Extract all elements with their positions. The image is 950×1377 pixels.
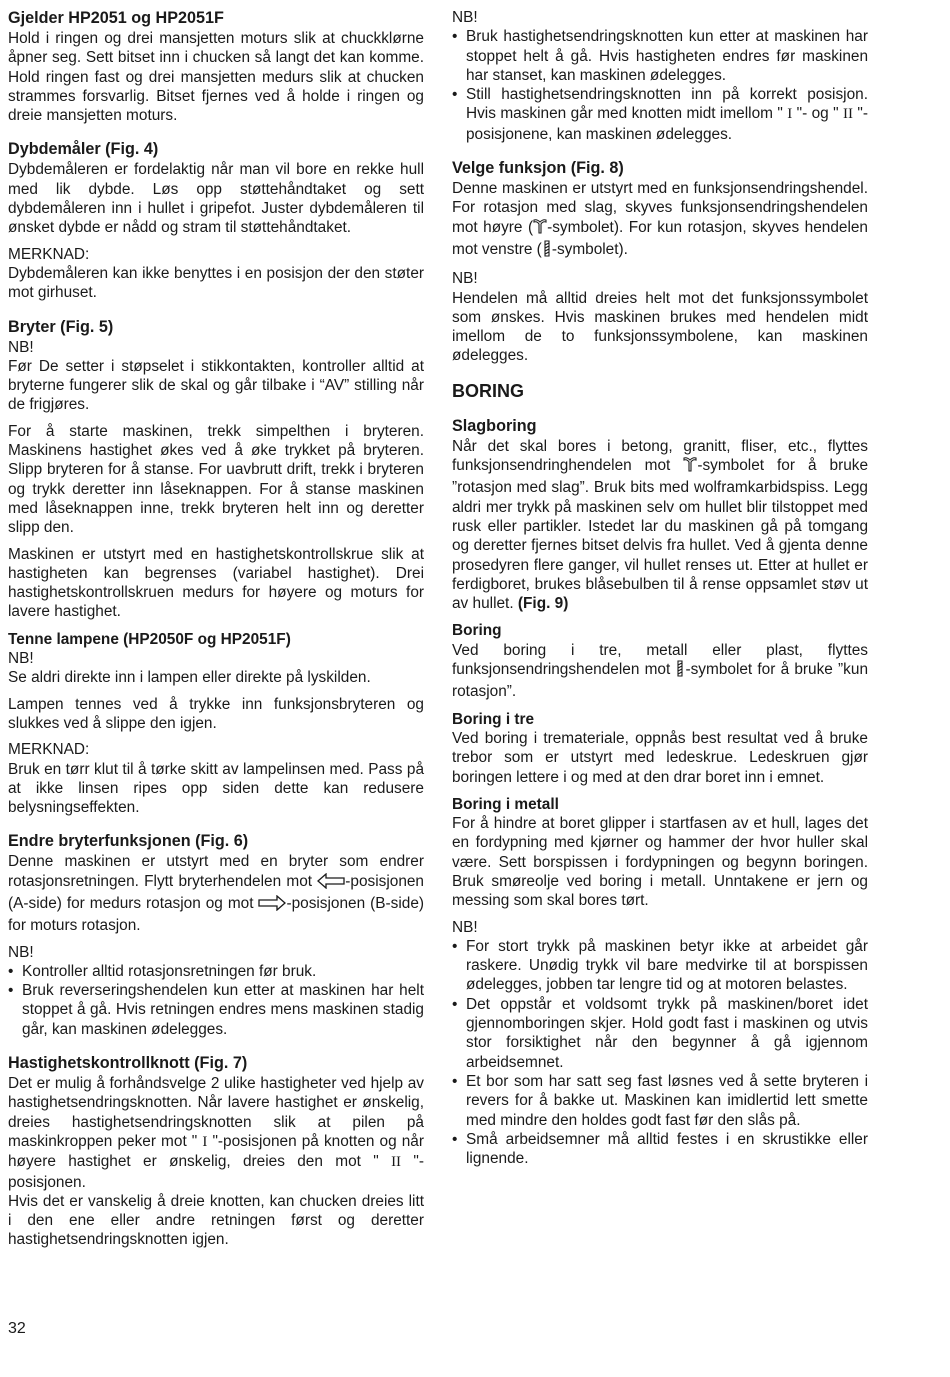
arrow-left-outline-icon (317, 873, 345, 894)
list-item: • Bruk reverseringshendelen kun etter at maskinen har helt stoppet å gå. Hvis retningen endres mens maskinen stadig går, kan maskinen ødelegges. (8, 981, 424, 1039)
velge-text: Denne maskinen er utstyrt med en funksjonsendringshendel. For rotasjon med slag, skyves funksjonsendringshendelen mot høyre ( -symbolet). For kun rotasjon, skyves hendelen mot venstre ( -symbolet). (452, 179, 868, 262)
velge-nb: NB! (452, 270, 478, 288)
list-item: • Still hastighetsendringsknotten inn på korrekt posisjon. Hvis maskinen går med knotten midt imellom " I "- og " II "-posisjonene, kan maskinen ødelegges. (452, 85, 868, 144)
gjelder-text: Hold i ringen og drei mansjetten moturs slik at chuckklørne åpner seg. Sett bitset inn i chucken så langt det kan komme. Hold ringen fast og drei mansjetten medurs slik at chucken strammes forsvarlig. Bitset fjernes ved å holde i ringen og dreie mansjetten moturs. (8, 30, 424, 125)
slag-heading: Slagboring (452, 416, 537, 435)
list-item: • Kontroller alltid rotasjonsretningen før bruk. (8, 962, 424, 981)
lampe-nb: NB! (8, 650, 34, 668)
lampe-heading: Tenne lampene (HP2050F og HP2051F) (8, 630, 291, 648)
hast-text: Det er mulig å forhåndsvelge 2 ulike hastigheter ved hjelp av hastighetsendringsknotten. Når lavere hastighet er ønskelig, dreies hastighetsendringsknotten slik at pilen på maskinkroppen peker mot " I "-posisjonen på knotten og når høyere hastighet er ønskelig, dreies den mot " II "-posisjonen. (8, 1075, 424, 1191)
lampe-p2: Lampen tennes ved å trykke inn funksjonsbryteren og slukkes ved å slippe den igjen. (8, 695, 424, 732)
boring-text: Ved boring i tre, metall eller plast, flyttes funksjonsendringshendelen mot -symbolet for å bruke ”kun rotasjon”. (452, 641, 868, 701)
gjelder-heading: Gjelder HP2051 og HP2051F (8, 9, 224, 27)
arrow-right-outline-icon (258, 895, 286, 916)
drill-bit-symbol-icon (675, 660, 685, 682)
endre-heading: Endre bryterfunksjonen (Fig. 6) (8, 832, 249, 851)
hast-p2: Hvis det er vanskelig å dreie knotten, kan chucken dreies litt i den ene eller andre retningen først og deretter hastighetsendringsknotten igjen. (8, 1192, 424, 1249)
lampe-p1: Se aldri direkte inn i lampen eller direkte på lyskilden. (8, 669, 371, 687)
bryter-nb: NB! (8, 338, 34, 356)
velge-heading: Velge funksjon (Fig. 8) (452, 159, 624, 178)
hammer-drill-symbol-icon (533, 218, 547, 240)
slag-text: Når det skal bores i betong, granitt, fliser, etc., flyttes funksjonsendringhendelen mot -symbolet for å bruke ”rotasjon med slag”. Bruk bits med wolframkarbidspiss. Legg aldri mer trykk på maskinen selv om hullet blir tilstoppet med rusk eller partikler. Istedet lar du maskinen gå på tomgang og deretter fjernes bitset delvis fra hullet. Ved å gjenta denne prosedyren flere ganger, vil hullet renses ut. Etter at hullet er ferdigboret, brukes blåsebulben til å rense oppsamlet støv ut av hullet. (Fig. 9) (452, 437, 869, 613)
list-item: • Et bor som har satt seg fast løsnes ved å sette bryteren i revers for å bakke ut. Maskinen kan imidlertid lett smette med mindre den holdes godt fast før den slås på. (452, 1072, 868, 1130)
dybde-merknad-label: MERKNAD: (8, 245, 90, 263)
tre-heading: Boring i tre (452, 710, 535, 728)
boring-heading: Boring (452, 622, 502, 640)
lampe-merknad-label: MERKNAD: (8, 741, 90, 759)
bryter-p2: For å starte maskinen, trekk simpelthen i bryteren. Maskinens hastighet økes ved å øke trykket på bryteren. Slipp bryteren for å stanse. For uavbrutt drift, trekk i bryteren og trykk deretter inn låseknappen. For å stanse maskinen med låseknappen inne, trekk bryteren helt inn og deretter slipp den. (8, 422, 424, 537)
dybde-heading: Dybdemåler (Fig. 4) (8, 140, 159, 159)
dybde-merknad-text: Dybdemåleren kan ikke benyttes i en posisjon der den støter mot girhuset. (8, 264, 424, 302)
list-item: • Små arbeidsemner må alltid festes i en skrustikke eller lignende. (452, 1130, 868, 1169)
lampe-merknad-text: Bruk en tørr klut til å tørke skitt av lampelinsen med. Pass på at ikke linsen ripes opp siden dette kan redusere belysningseffekten. (8, 760, 424, 817)
hammer-drill-symbol-icon (683, 456, 697, 478)
metall-nb: NB! (452, 918, 478, 936)
tre-text: Ved boring i tremateriale, oppnås best resultat ved å bruke trebor som er utstyrt med ledeskrue. Ledeskruen gjør boringen lettere i og med at den drar boret inn i emnet. (452, 729, 868, 786)
top-bullets (452, 27, 868, 144)
dybde-text: Dybdemåleren er fordelaktig når man vil bore en rekke hull med lik dybde. Løs opp støttehåndtaket og sett dybdemåleren inn i hullet i gripefot. Juster dybdemåleren til ønsket dybde er nådd og stram til støttehåndtaket. (8, 161, 424, 237)
bryter-p1: Før De setter i støpselet i stikkontakten, kontroller alltid at bryterne fungerer slik de skal og går tilbake i “AV” stilling når de frigjøres. (8, 357, 424, 414)
left-column (8, 8, 424, 1250)
endre-nb: NB! (8, 943, 34, 961)
bryter-heading: Bryter (Fig. 5) (8, 317, 114, 336)
bryter-p3: Maskinen er utstyrt med en hastighetskontrollskrue slik at hastigheten kan begrenses (variabel hastighet). Drei hastighetskontrollskruen medurs for høyere og moturs for lavere hastighet. (8, 545, 424, 621)
endre-bullets (8, 962, 424, 1039)
right-nb-top: NB! (452, 9, 478, 26)
metall-bullets (452, 937, 868, 1169)
endre-text: Denne maskinen er utstyrt med en bryter som endrer rotasjonsretningen. Flytt bryterhendelen mot -posisjonen (A-side) for medurs rotasjon og mot -posisjonen (B-side) for moturs rotasjon. (8, 853, 424, 935)
list-item: • For stort trykk på maskinen betyr ikke at arbeidet går raskere. Unødig trykk vil bare medvirke til at borspissen ødelegges, jobben tar lengre tid og at motoren belastes. (452, 937, 868, 995)
drill-bit-symbol-icon (542, 240, 552, 262)
page-number: 32 (8, 1320, 26, 1337)
list-item: • Bruk hastighetsendringsknotten kun etter at maskinen har stoppet helt å gå. Hvis hastigheten endres før maskinen har stanset, kan maskinen ødelegges. (452, 27, 868, 85)
boring-title: BORING (452, 380, 524, 401)
list-item: • Det oppstår et voldsomt trykk på maskinen/boret idet gjennomboringen skjer. Hold godt fast i maskinen og utvis stor forsiktighet når den begynner å gå igjennom arbeidsemnet. (452, 995, 868, 1072)
right-column (452, 8, 868, 1175)
metall-heading: Boring i metall (452, 795, 559, 813)
hast-heading: Hastighetskontrollknott (Fig. 7) (8, 1054, 248, 1073)
velge-p2: Hendelen må alltid dreies helt mot det funksjonssymbolet som ønskes. Hvis maskinen brukes med hendelen midt imellom de to funksjonssymbolene, kan maskinen ødelegges. (452, 289, 868, 365)
metall-text: For å hindre at boret glipper i startfasen av et hull, lages det en fordypning med kjørner og hammer der hvor huller skal være. Sett borspissen i fordypningen og begynn boringen. Bruk smøreolje ved boring i metall. Unntakene er jern og messing som skal bores tørt. (452, 815, 868, 910)
